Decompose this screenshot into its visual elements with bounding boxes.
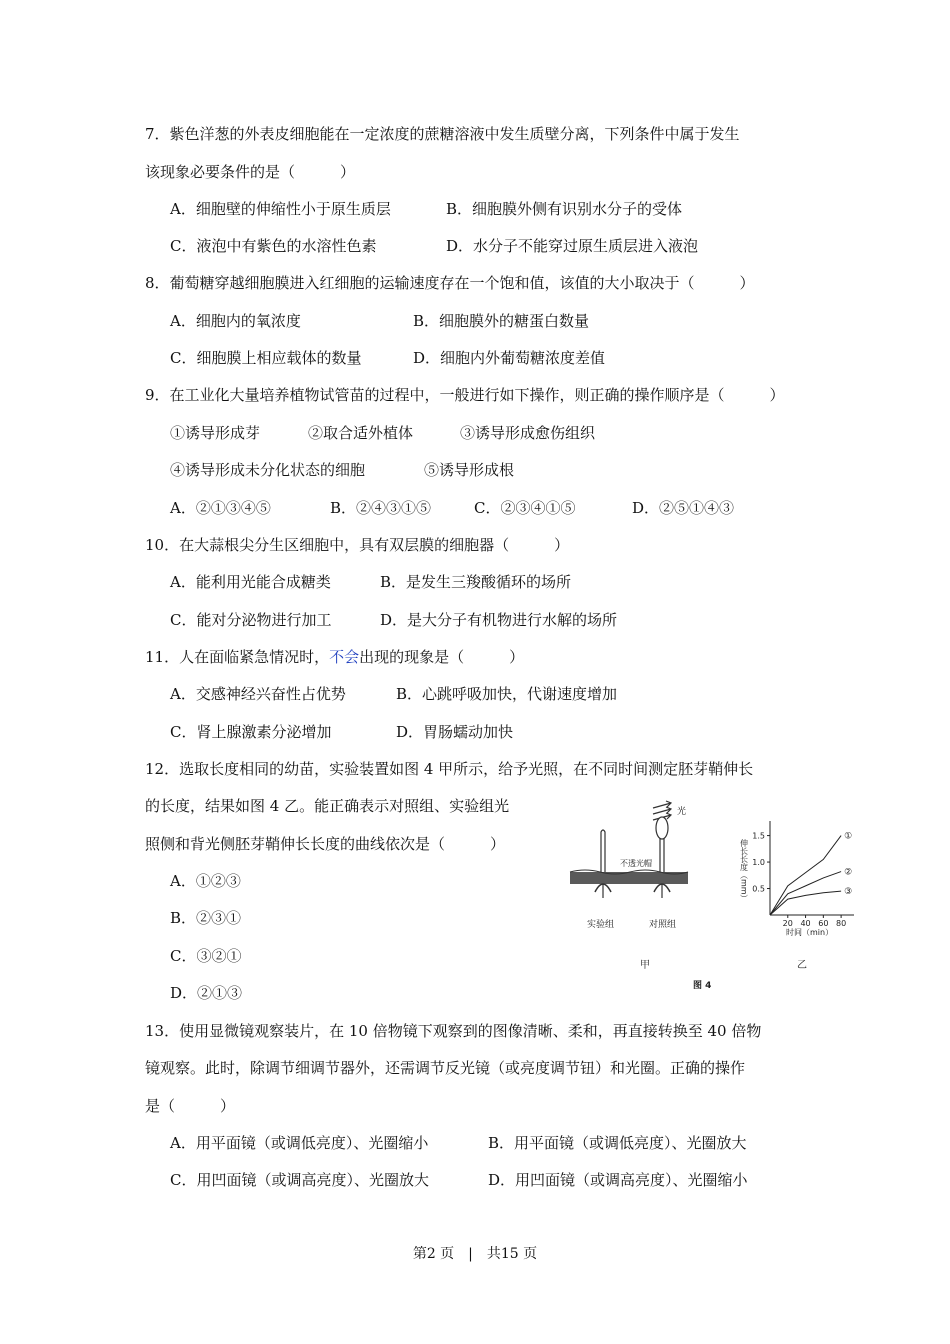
q9-step-4: ④诱导形成未分化状态的细胞 xyxy=(170,461,366,479)
control-seedling xyxy=(654,817,670,898)
apparatus-diagram xyxy=(570,801,688,971)
q9-option-c: C．②③④①⑤ xyxy=(474,499,576,517)
q7-option-b: B．细胞膜外侧有识别水分子的受体 xyxy=(446,200,683,218)
q7-stem-line2: 该现象必要条件的是（ ） xyxy=(145,163,356,181)
figure-title: 图 4 xyxy=(693,981,712,991)
x-tick-label: 60 xyxy=(818,919,829,928)
q9-option-b: B．②④③①⑤ xyxy=(330,499,432,517)
opaque-cap-label: 不透光帽 xyxy=(620,859,652,868)
series-label-1: ① xyxy=(844,831,853,842)
q11-option-a: A．交感神经兴奋性占优势 xyxy=(170,685,346,703)
x-tick-label: 20 xyxy=(782,919,793,928)
q8-option-d: D．细胞内外葡萄糖浓度差值 xyxy=(413,349,606,367)
x-tick-label: 40 xyxy=(800,919,811,928)
q7-option-d: D．水分子不能穿过原生质层进入液泡 xyxy=(446,237,699,255)
light-label: 光 xyxy=(677,807,687,817)
q10-option-b: B．是发生三羧酸循环的场所 xyxy=(380,573,572,591)
x-tick-label: 80 xyxy=(836,919,847,928)
q13-stem-line3: 是（ ） xyxy=(145,1097,236,1115)
q11-emphasis: 不会 xyxy=(329,648,360,666)
experimental-group-label: 实验组 xyxy=(587,920,615,930)
q9-step-5: ⑤诱导形成根 xyxy=(424,461,515,479)
q9-option-d: D．②⑤①④③ xyxy=(632,499,735,517)
y-axis-label: 伸长长度（mm） xyxy=(739,839,749,903)
q13-option-d: D．用凹面镜（或调高亮度）、光圈缩小 xyxy=(488,1171,748,1189)
q12-stem-line2: 的长度，结果如图 4 乙。能正确表示对照组、实验组光 xyxy=(145,797,510,815)
q13-option-c: C．用凹面镜（或调高亮度）、光圈放大 xyxy=(170,1171,429,1189)
y-tick-label: 0.5 xyxy=(752,884,765,894)
q10-option-d: D．是大分子有机物进行水解的场所 xyxy=(380,611,618,629)
q12-option-a: A．①②③ xyxy=(170,872,241,890)
q9-option-a: A．②①③④⑤ xyxy=(170,499,271,517)
series-label-3: ③ xyxy=(844,887,853,898)
x-axis-label: 时间（min） xyxy=(786,928,834,937)
q8-stem-line1: 8．葡萄糖穿越细胞膜进入红细胞的运输速度存在一个饱和值，该值的大小取决于（ ） xyxy=(145,274,755,292)
q12-option-d: D．②①③ xyxy=(170,984,243,1002)
control-group-label: 对照组 xyxy=(649,920,677,930)
y-tick-label: 1.5 xyxy=(752,831,765,841)
q11-option-d: D．胃肠蠕动加快 xyxy=(396,723,514,741)
y-tick-label: 1.0 xyxy=(752,858,765,868)
q10-option-a: A．能利用光能合成糖类 xyxy=(170,573,331,591)
q11-stem-line1 xyxy=(145,647,524,667)
q10-stem-line1: 10．在大蒜根尖分生区细胞中，具有双层膜的细胞器（ ） xyxy=(145,536,570,554)
q7-option-c: C．液泡中有紫色的水溶性色素 xyxy=(170,237,377,255)
series-label-2: ② xyxy=(844,867,853,878)
q13-option-a: A．用平面镜（或调低亮度）、光圈缩小 xyxy=(170,1134,429,1152)
elongation-chart xyxy=(740,821,855,937)
q7-stem-line1: 7．紫色洋葱的外表皮细胞能在一定浓度的蔗糖溶液中发生质壁分离，下列条件中属于发生 xyxy=(145,125,740,143)
q13-stem-line1: 13．使用显微镜观察装片，在 10 倍物镜下观察到的图像清晰、柔和，再直接转换至 40 倍物 xyxy=(145,1022,762,1040)
page-footer: 第2 页 | 共15 页 xyxy=(412,1246,538,1262)
figure-4 xyxy=(565,800,855,1000)
q8-option-c: C．细胞膜上相应载体的数量 xyxy=(170,349,362,367)
series-line-3 xyxy=(770,891,841,915)
q9-stem-line1: 9．在工业化大量培养植物试管苗的过程中，一般进行如下操作，则正确的操作顺序是（ ） xyxy=(145,386,785,404)
q8-option-b: B．细胞膜外的糖蛋白数量 xyxy=(413,312,590,330)
q11-option-c: C．肾上腺激素分泌增加 xyxy=(170,723,332,741)
q13-option-b: B．用平面镜（或调低亮度）、光圈放大 xyxy=(488,1134,747,1152)
q10-option-c: C．能对分泌物进行加工 xyxy=(170,611,332,629)
q13-stem-line2: 镜观察。此时，除调节细调节器外，还需调节反光镜（或亮度调节钮）和光圈。正确的操作 xyxy=(145,1059,746,1077)
panel-a-label: 甲 xyxy=(640,960,650,971)
q9-step-2: ②取合适外植体 xyxy=(308,424,414,442)
q7-option-a: A．细胞壁的伸缩性小于原生质层 xyxy=(170,200,391,218)
q12-stem-line1: 12．选取长度相同的幼苗，实验装置如图 4 甲所示，给予光照，在不同时间测定胚芽鞘伸长 xyxy=(145,760,754,778)
series-line-2 xyxy=(770,872,841,915)
panel-b-label: 乙 xyxy=(797,960,807,971)
experimental-seedling xyxy=(595,830,611,898)
q9-step-1: ①诱导形成芽 xyxy=(170,424,261,442)
q12-option-b: B．②③① xyxy=(170,909,242,927)
q11-option-b: B．心跳呼吸加快，代谢速度增加 xyxy=(396,685,618,703)
q12-stem-line3: 照侧和背光侧胚芽鞘伸长长度的曲线依次是（ ） xyxy=(145,835,506,853)
q11-stem-pre: 11．人在面临紧急情况时， xyxy=(145,648,330,666)
q11-stem-post: 出现的现象是（ ） xyxy=(359,648,525,666)
q8-option-a: A．细胞内的氧浓度 xyxy=(170,312,301,330)
q12-option-c: C．③②① xyxy=(170,947,242,965)
q9-step-3: ③诱导形成愈伤组织 xyxy=(460,424,596,442)
